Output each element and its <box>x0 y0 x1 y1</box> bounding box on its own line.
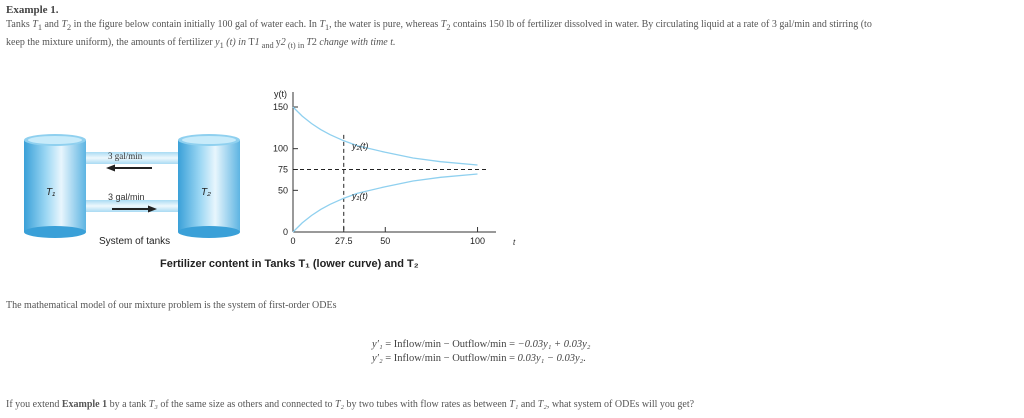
example-title: Example 1. <box>6 4 59 16</box>
intro-text: , the water is pure, whereas <box>329 19 441 30</box>
eq2-mid: = Inflow/min − Outflow/min = <box>382 353 518 364</box>
subscript: 1 <box>219 40 224 50</box>
tank-symbol: T <box>440 19 447 30</box>
tank-symbol: 1 <box>254 36 260 48</box>
question-part: by a tank <box>107 399 149 410</box>
question-example-ref: Example 1 <box>61 399 108 410</box>
question-text <box>6 399 694 410</box>
subscript: 1 <box>325 23 330 32</box>
question-part: of the same size as others and connected to <box>157 399 335 410</box>
subscript: 2 <box>446 23 451 32</box>
tank-symbol: T <box>32 19 38 30</box>
tank-1-label: T₁ <box>46 187 56 198</box>
tank-2-label: T₂ <box>201 187 211 198</box>
intro-text: 2 <box>311 36 317 48</box>
subscript: 2 <box>67 23 72 32</box>
intro-text: Tanks <box>6 19 33 30</box>
var-symbol: 2 <box>280 36 286 48</box>
y-tick-label: 150 <box>272 102 288 112</box>
question-part: , what system of ODEs will you get? <box>546 399 695 410</box>
subscript: 1 <box>37 23 42 32</box>
equation-2 <box>372 353 586 364</box>
y-axis-label: y(t) <box>274 89 287 99</box>
tank-symbol: T₂ <box>537 399 547 410</box>
eq2-lhs: y′₂ <box>372 353 383 364</box>
tank-symbol: change with time t. <box>316 36 396 48</box>
question-part: by two tubes with flow rates as between <box>344 399 510 410</box>
y-tick-label: 100 <box>272 143 288 154</box>
intro-text: T <box>248 36 255 48</box>
tank-symbol: T₃ <box>148 399 158 410</box>
flow-bottom-label: 3 gal/min <box>108 192 145 202</box>
x-tick-label: 27.5 <box>334 236 353 246</box>
model-text: The mathematical model of our mixture problem is the system of first-order ODEs <box>6 300 337 311</box>
subscript: and <box>259 40 276 50</box>
x-axis-label: t <box>513 238 516 247</box>
tank-symbol: T <box>319 19 325 30</box>
intro-text: T <box>306 36 312 48</box>
series-y1-line <box>293 174 478 232</box>
var-symbol: y <box>215 36 220 48</box>
x-tick-label: 50 <box>380 236 391 246</box>
eq1-lhs: y′₁ <box>372 339 383 350</box>
y-tick-label: 0 <box>282 227 288 237</box>
tank-symbol: T <box>61 19 67 30</box>
equation-1 <box>372 339 590 350</box>
tank-caption: System of tanks <box>99 236 171 247</box>
chart-title: Fertilizer content in Tanks T₁ (lower curve) and T₂ <box>160 258 419 270</box>
intro-text: and <box>41 19 62 30</box>
x-tick-label: 100 <box>470 236 486 246</box>
intro-text: keep the mixture uniform), the amounts of fertilizer <box>6 36 216 48</box>
intro-text: in the figure below contain initially 100 gal of water each. In <box>71 19 320 30</box>
x-tick-label: 0 <box>290 236 296 246</box>
intro-text: y <box>275 36 281 48</box>
series-y2-line <box>293 107 478 165</box>
eq2-rhs: 0.03y₁ − 0.03y₂. <box>517 353 586 364</box>
eq1-mid: = Inflow/min − Outflow/min = <box>382 339 518 350</box>
tank-symbol: T₂ <box>334 399 345 410</box>
intro-text: contains 150 lb of fertilizer dissolved in water. By circulating liquid at a rate of 3 gal/min and stirring (to <box>450 19 872 30</box>
flow-top-label: 3 gal/min <box>108 151 143 161</box>
series-y1-label: y₁(t) <box>352 191 368 201</box>
subscript: (t) in <box>285 40 307 50</box>
y-tick-label: 50 <box>277 185 288 196</box>
y-tick-label: 75 <box>277 164 288 175</box>
tank-symbol: T₁ <box>509 399 519 410</box>
question-part: and <box>518 399 538 410</box>
question-part: If you extend <box>6 399 62 410</box>
eq1-rhs: −0.03y₁ + 0.03y₂ <box>517 339 591 350</box>
series-y2-label: y₂(t) <box>352 141 369 151</box>
intro-text: (t) in <box>223 36 249 48</box>
